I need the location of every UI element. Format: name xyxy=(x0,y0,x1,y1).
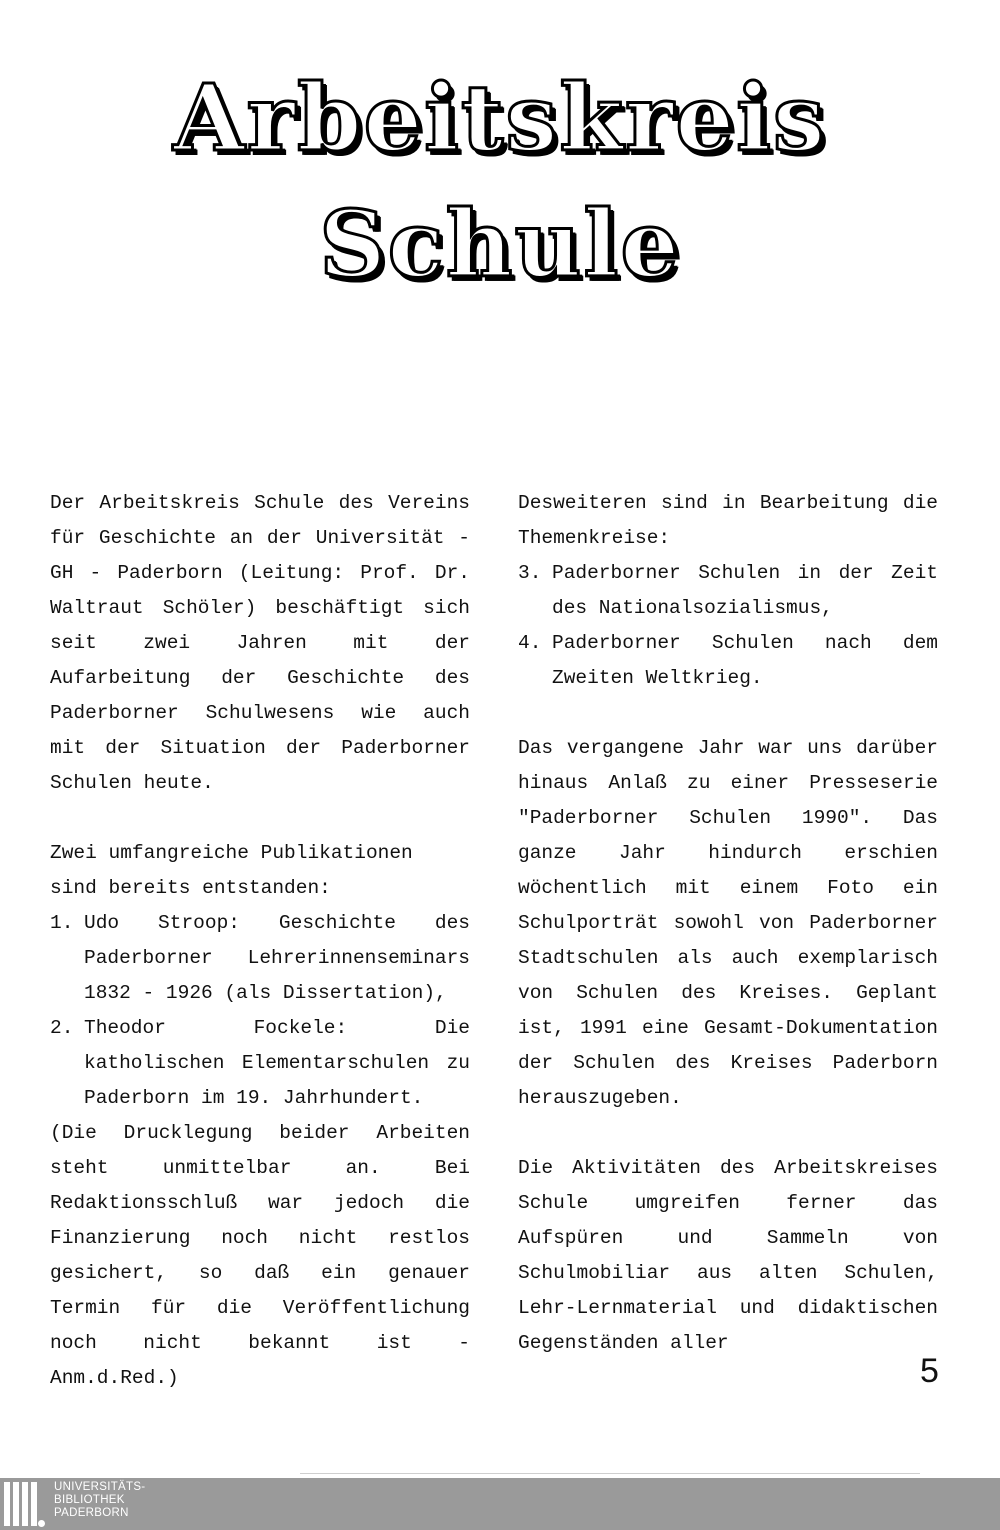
list-item xyxy=(50,906,470,1011)
library-logo-icon xyxy=(4,1482,40,1526)
list-item xyxy=(518,556,938,626)
list-text: Paderborner Schulen in der Zeit des Nationalsozialismus, xyxy=(552,562,938,619)
list-number: 1. xyxy=(50,912,74,934)
paragraph-intro: Der Arbeitskreis Schule des Vereins für Geschichte an der Universität - GH - Paderborn (Leitung: Prof. Dr. Waltraut Schöler) beschäftigt sich seit zwei Jahren mit der Aufarbeitung der Geschichte des Paderborner Schulwesens wie auch mit der Situation der Paderborner Schulen heute. xyxy=(50,492,470,794)
list-number: 2. xyxy=(50,1017,74,1039)
library-name xyxy=(54,1481,145,1520)
right-column xyxy=(518,486,938,1361)
divider xyxy=(300,1473,920,1474)
list-number: 4. xyxy=(518,632,542,654)
page-number: 5 xyxy=(920,1352,939,1390)
library-name-line-2: BIBLIOTHEK xyxy=(54,1494,125,1506)
library-name-line-1: UNIVERSITÄTS- xyxy=(54,1481,146,1493)
list-item xyxy=(518,626,938,696)
library-name-line-3: PADERBORN xyxy=(54,1507,129,1519)
list-item xyxy=(50,1011,470,1116)
editorial-note: (Die Drucklegung beider Arbeiten steht unmittelbar an. Bei Redaktionsschluß war jedoch die Finanzierung noch nicht restlos gesichert, so daß ein genauer Termin für die Veröffentlichung noch nicht bekannt ist - Anm.d.Red.) xyxy=(50,1122,470,1389)
title-line-1: Arbeitskreis xyxy=(173,64,827,172)
logo-dot-icon xyxy=(38,1520,45,1527)
list-text: Paderborner Schulen nach dem Zweiten Weltkrieg. xyxy=(552,632,938,689)
paragraph-activities: Die Aktivitäten des Arbeitskreises Schule umgreifen ferner das Aufspüren und Sammeln von Schulmobiliar aus alten Schulen, Lehr-Lernmaterial und didaktischen Gegenständen aller xyxy=(518,1157,938,1354)
list-number: 3. xyxy=(518,562,542,584)
list-text: Udo Stroop: Geschichte des Paderborner Lehrerinnenseminars 1832 - 1926 (als Dissertation), xyxy=(84,912,470,1004)
title-line-2: Schule xyxy=(319,190,681,298)
paragraph-press-series: Das vergangene Jahr war uns darüber hinaus Anlaß zu einer Presseserie "Paderborner Schulen 1990". Das ganze Jahr hindurch erschien wöchentlich mit einem Foto ein Schulporträt sowohl von Paderborner Stadtschulen als auch exemplarisch von Schulen des Kreises. Geplant ist, 1991 eine Gesamt-Dokumentation der Schulen des Kreises Paderborn herauszugeben. xyxy=(518,737,938,1109)
left-column xyxy=(50,486,470,1396)
paragraph-publications: Zwei umfangreiche Publikationen sind bereits entstanden: xyxy=(50,842,413,899)
library-footer-bar xyxy=(0,1478,1000,1530)
list-text: Theodor Fockele: Die katholischen Elementarschulen zu Paderborn im 19. Jahrhundert. xyxy=(84,1017,470,1109)
paragraph-topics: Desweiteren sind in Bearbeitung die Themenkreise: xyxy=(518,492,938,549)
